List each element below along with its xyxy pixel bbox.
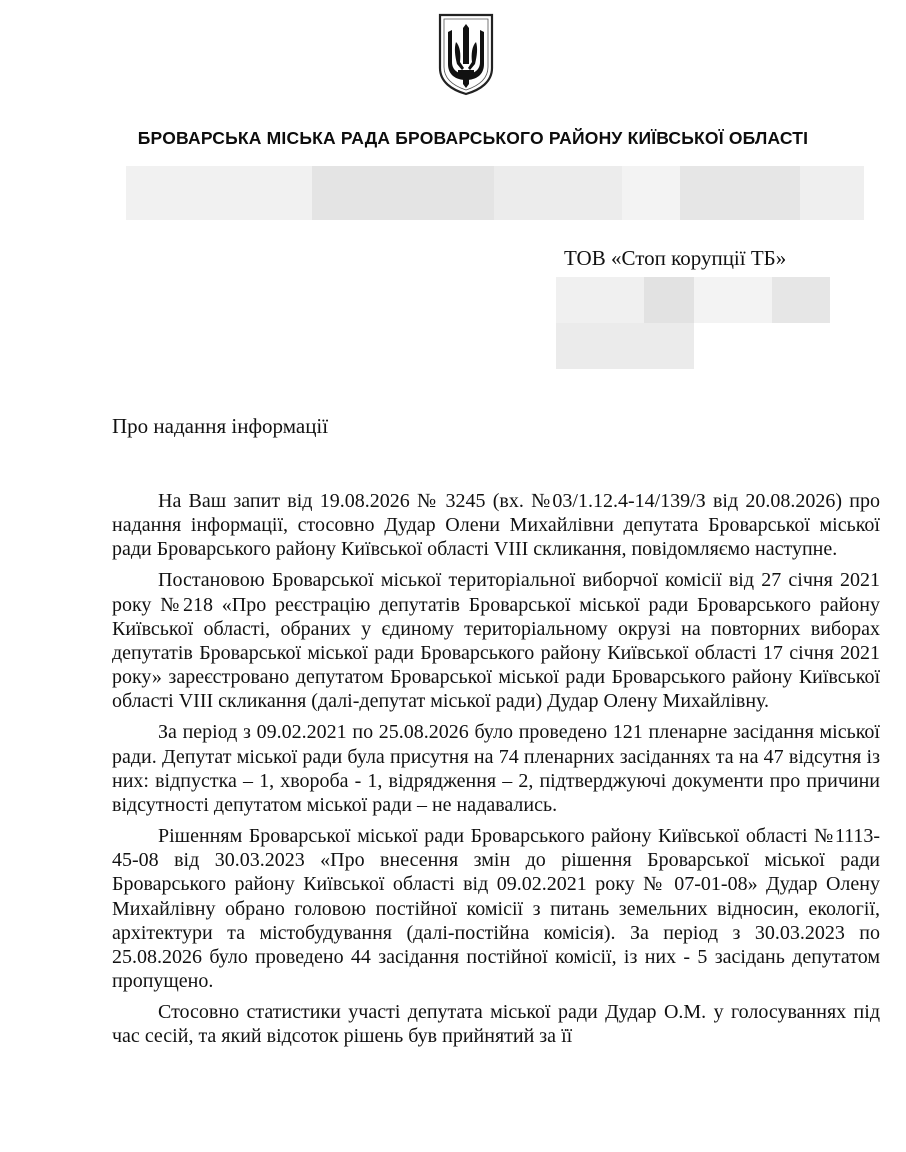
body-paragraph: Постановою Броварської міської територіальної виборчої комісії від 27 січня 2021 року №218 «Про реєстрацію депутатів Броварської міської ради Броварського району Київської області, обраних у єдиному територіальному окрузі на повторних виборах депутатів Броварської міської ради Броварського району Київської області 17 січня 2021 року» зареєстровано депутатом Броварської міської ради Броварського району Київської області VIII скликання (далі-депутат міської ради) Дудар Олену Михайлівну.	[112, 569, 880, 713]
body-paragraph: Стосовно статистики участі депутата міської ради Дудар О.М. у голосуваннях під час сесій, та який відсоток рішень був прийнятий за її	[112, 1001, 880, 1048]
letter-subject: Про надання інформації	[112, 414, 329, 438]
recipient-name: ТОВ «Стоп корупції ТБ»	[564, 246, 787, 270]
body-paragraph: На Ваш запит від 19.08.2026 № 3245 (вх. №03/1.12.4-14/139/З від 20.08.2026) про надання інформації, стосовно Дудар Олени Михайлівни депутата Броварської міської ради Броварського району Київської області VIII скликання, повідомляємо наступне.	[112, 490, 880, 561]
body-paragraph: Рішенням Броварської міської ради Броварського району Київської області №1113-45-08 від 30.03.2023 «Про внесення змін до рішення Броварської міської ради Броварського району Київської області від 09.02.2021 року № 07-01-08» Дудар Олену Михайлівну обрано головою постійної комісії з питань земельних відносин, екології, архітектури та містобудування (далі-постійна комісія). За період з 30.03.2023 по 25.08.2026 було проведено 44 засідання постійної комісії, із них - 5 засідань депутатом пропущено.	[112, 825, 880, 992]
body-paragraph: За період з 09.02.2021 по 25.08.2026 було проведено 121 пленарне засідання міської ради. Депутат міської ради була присутня на 74 пленарних засіданнях та на 47 відсутня із них: відпустка – 1, хвороба - 1, відрядження – 2, підтверджуючі документи про причини відсутності депутатом міської ради – не надавались.	[112, 721, 880, 816]
organization-title: БРОВАРСЬКА МІСЬКА РАДА БРОВАРСЬКОГО РАЙОНУ КИЇВСЬКОЇ ОБЛАСТІ	[137, 128, 809, 148]
letter-body	[112, 489, 880, 1055]
coat-of-arms-icon	[436, 12, 496, 96]
